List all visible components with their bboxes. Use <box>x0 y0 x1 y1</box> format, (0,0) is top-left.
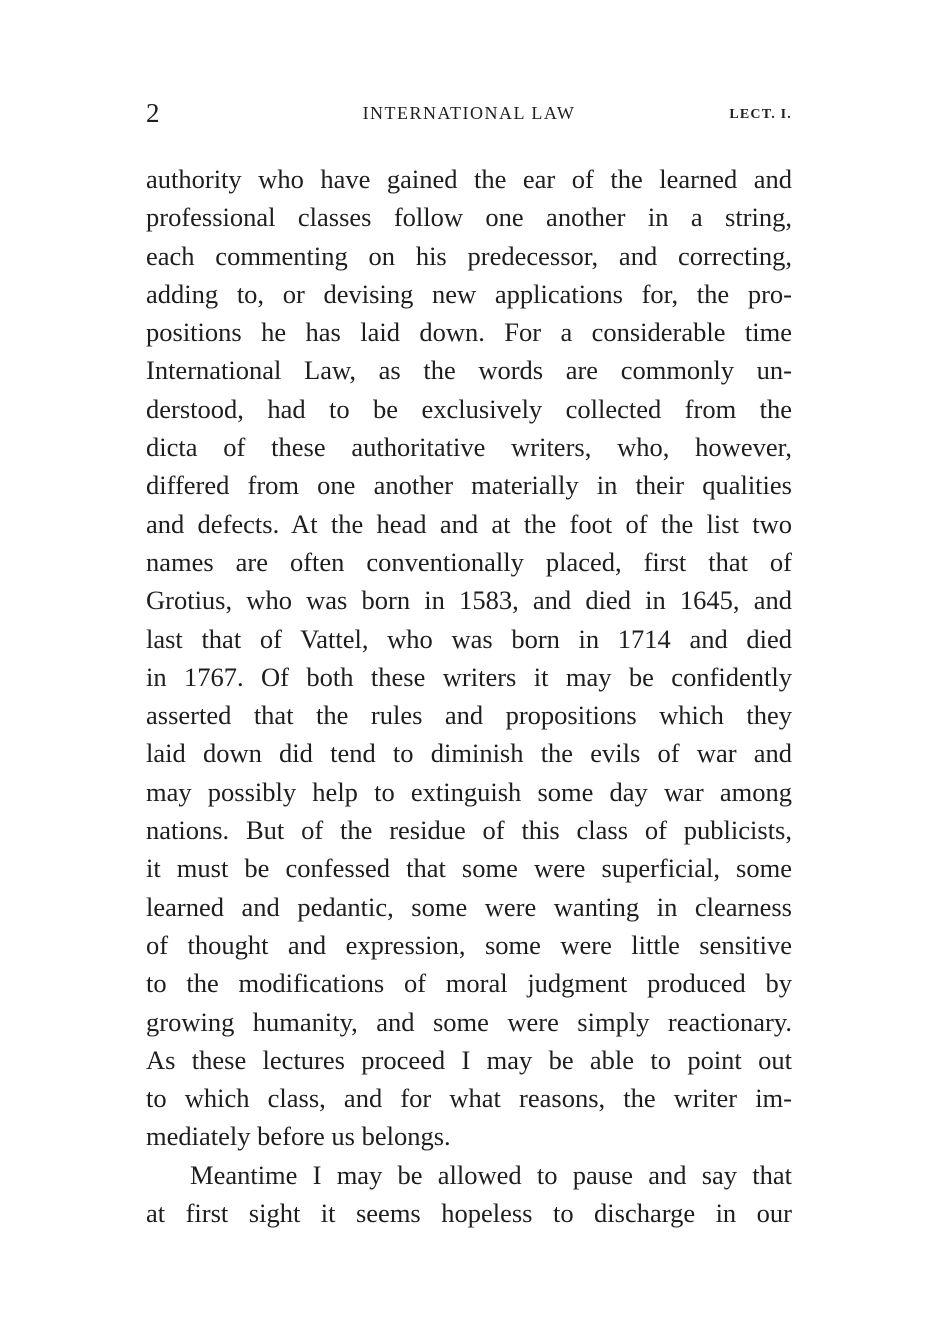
text-line: names are often conventionally placed, first that of <box>146 546 792 577</box>
text-line: each commenting on his predecessor, and correcting, <box>146 240 792 271</box>
paragraph <box>146 160 792 1156</box>
text-line: it must be confessed that some were superficial, some <box>146 853 792 884</box>
text-line: laid down did tend to diminish the evils of war and <box>146 738 792 769</box>
paragraph <box>146 1156 792 1233</box>
text-line: differed from one another materially in their qualities <box>146 470 792 501</box>
text-line: to which class, and for what reasons, the writer im- <box>146 1083 792 1114</box>
lecture-section-mark: LECT. I. <box>729 107 792 122</box>
text-line: growing humanity, and some were simply reactionary. <box>146 1006 792 1037</box>
text-line: of thought and expression, some were little sensitive <box>146 929 792 960</box>
running-head <box>146 96 792 130</box>
text-line: professional classes follow one another in a string, <box>146 202 792 233</box>
text-line: derstood, had to be exclusively collected from the <box>146 393 792 424</box>
text-line: asserted that the rules and propositions which they <box>146 700 792 731</box>
running-title: INTERNATIONAL LAW <box>362 103 576 123</box>
text-line: adding to, or devising new applications for, the pro- <box>146 278 792 309</box>
text-line: in 1767. Of both these writers it may be confidently <box>146 661 792 692</box>
text-line: authority who have gained the ear of the learned and <box>146 164 792 194</box>
text-line: may possibly help to extinguish some day war among <box>146 776 792 807</box>
text-line: learned and pedantic, some were wanting in clearness <box>146 891 792 922</box>
text-line: last that of Vattel, who was born in 1714 and died <box>146 623 792 654</box>
text-line: As these lectures proceed I may be able to point out <box>146 1044 792 1075</box>
text-line: International Law, as the words are commonly un- <box>146 355 792 386</box>
text-line: positions he has laid down. For a considerable time <box>146 317 792 348</box>
text-line: mediately before us belongs. <box>146 1121 451 1152</box>
text-line: at first sight it seems hopeless to discharge in our <box>146 1198 792 1229</box>
page-number: 2 <box>146 98 160 128</box>
text-line: Meantime I may be allowed to pause and say that <box>190 1159 792 1190</box>
text-line: to the modifications of moral judgment produced by <box>146 968 792 999</box>
body-text <box>146 160 792 1232</box>
text-line: and defects. At the head and at the foot of the list two <box>146 508 792 539</box>
text-line: nations. But of the residue of this class of publicists, <box>146 815 792 846</box>
text-line: Grotius, who was born in 1583, and died in 1645, and <box>146 585 792 616</box>
text-line: dicta of these authoritative writers, who, however, <box>146 432 792 463</box>
